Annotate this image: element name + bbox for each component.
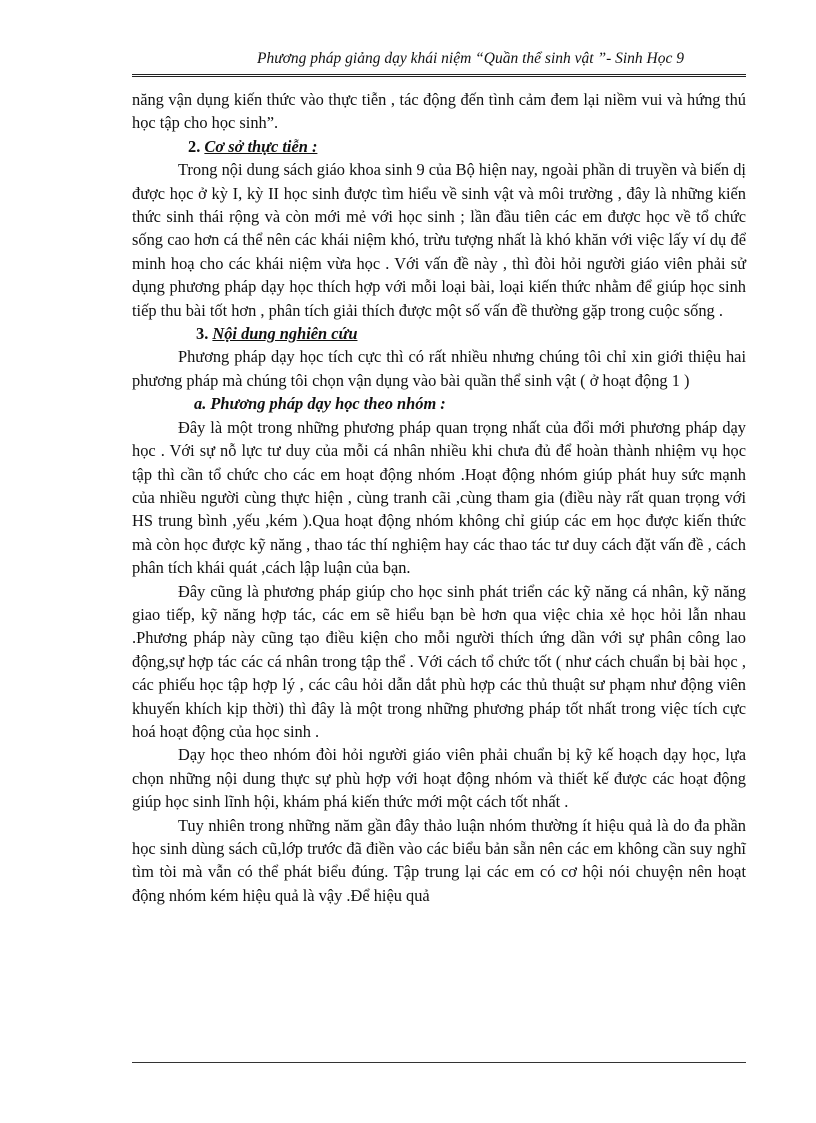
section-number: 3. <box>196 324 213 344</box>
paragraph: Tuy nhiên trong những năm gần đây thảo luận nhóm thường ít hiệu quả là do đa phần học sinh dùng sách cũ,lớp trước đã điền vào các biểu bản sẵn nên các em không cần suy nghĩ tìm tòi mà vẫn có thể phát biểu đúng. Tập trung lại các em có cơ hội nói chuyện nên hoạt động nhóm kém hiệu quả là vậy .Để hiệu quả <box>132 815 746 905</box>
running-header: Phương pháp giảng dạy khái niệm “Quần thể sinh vật ”- Sinh Học 9 <box>256 50 684 67</box>
section-title: Nội dung nghiên cứu <box>212 324 358 344</box>
section-title: Cơ sở thực tiễn : <box>204 136 318 156</box>
subsection-heading-a: a. Phương pháp dạy học theo nhóm : <box>194 394 446 414</box>
paragraph: Dạy học theo nhóm đòi hỏi người giáo viên phải chuẩn bị kỹ kế hoạch dạy học, lựa chọn những nội dung thực sự phù hợp với hoạt động nhóm và thiết kế được các hoạt động giúp học sinh lĩnh hội, khám phá kiến thức mới một cách tốt nhất . <box>132 745 746 812</box>
section-number: 2. <box>188 136 205 156</box>
section-heading-2 <box>132 135 746 158</box>
paragraph: Đây cũng là phương pháp giúp cho học sinh phát triển các kỹ năng cá nhân, kỹ năng giao tiếp, kỹ năng hợp tác, các em sẽ hiểu bạn bè hơn qua việc chia xẻ học hỏi lẫn nhau .Phương pháp này cũng tạo điều kiện cho mỗi người thích ứng dần với sự phân công lao động,sự hợp tác các cá nhân trong tập thể . Với cách tổ chức tốt ( như cách chuẩn bị bài học , các phiếu học tập hợp lý , các câu hỏi dẫn dắt phù hợp các thủ thuật sư phạm như động viên khuyến khích kịp thời) thì đây là một trong những phương pháp tốt nhất trong việc tích cực hoá hoạt động của học sinh . <box>132 581 746 741</box>
paragraph: Đây là một trong những phương pháp quan trọng nhất của đổi mới phương pháp dạy học . Với sự nỗ lực tư duy của mỗi cá nhân nhiều khi chưa đủ để hoàn thành nhiệm vụ học tập thì cần tổ chức cho các em hoạt động nhóm .Hoạt động nhóm giúp phát huy sức mạnh của nhiều người cùng thực hiện , cùng tranh cãi ,cùng tham gia (điều này rất quan trọng với HS trung bình ,yếu ,kém ).Qua hoạt động nhóm không chỉ giúp các em học được kiến thức mà còn học được kỹ năng , thao tác thí nghiệm hay các thao tác tư duy cách đặt vấn đề , cách phân tích khái quát ,cách lập luận của bạn. <box>132 417 746 578</box>
footer-rule <box>132 1062 746 1063</box>
paragraph-continuation: năng vận dụng kiến thức vào thực tiễn , tác động đến tình cảm đem lại niềm vui và hứng thú học tập cho học sinh”. <box>132 90 746 133</box>
section-heading-3 <box>132 322 746 345</box>
header-rule <box>132 74 746 77</box>
document-body <box>132 88 746 907</box>
paragraph: Phương pháp dạy học tích cực thì có rất nhiều nhưng chúng tôi chỉ xin giới thiệu hai phương pháp mà chúng tôi chọn vận dụng vào bài quần thể sinh vật ( ở hoạt động 1 ) <box>132 347 746 390</box>
paragraph: Trong nội dung sách giáo khoa sinh 9 của Bộ hiện nay, ngoài phần di truyền và biến dị được học ở kỳ I, kỳ II học sinh được tìm hiểu về sinh vật và môi trường , đây là những kiến thức sinh thái rộng và còn mới mẻ với học sinh ; lần đầu tiên các em được học về tổ chức sống cao hơn cá thể nên các khái niệm khó, trừu tượng nhất là khó khăn với việc lấy ví dụ để minh hoạ cho các khái niệm vừa học . Với vấn đề này , thì đòi hỏi người giáo viên phải sử dụng phương pháp dạy học thích hợp với mỗi loại bài, loại kiến thức nhằm để giúp học sinh tiếp thu bài tốt hơn , phân tích giải thích được một số vấn đề thường gặp trong cuộc sống . <box>132 160 746 320</box>
